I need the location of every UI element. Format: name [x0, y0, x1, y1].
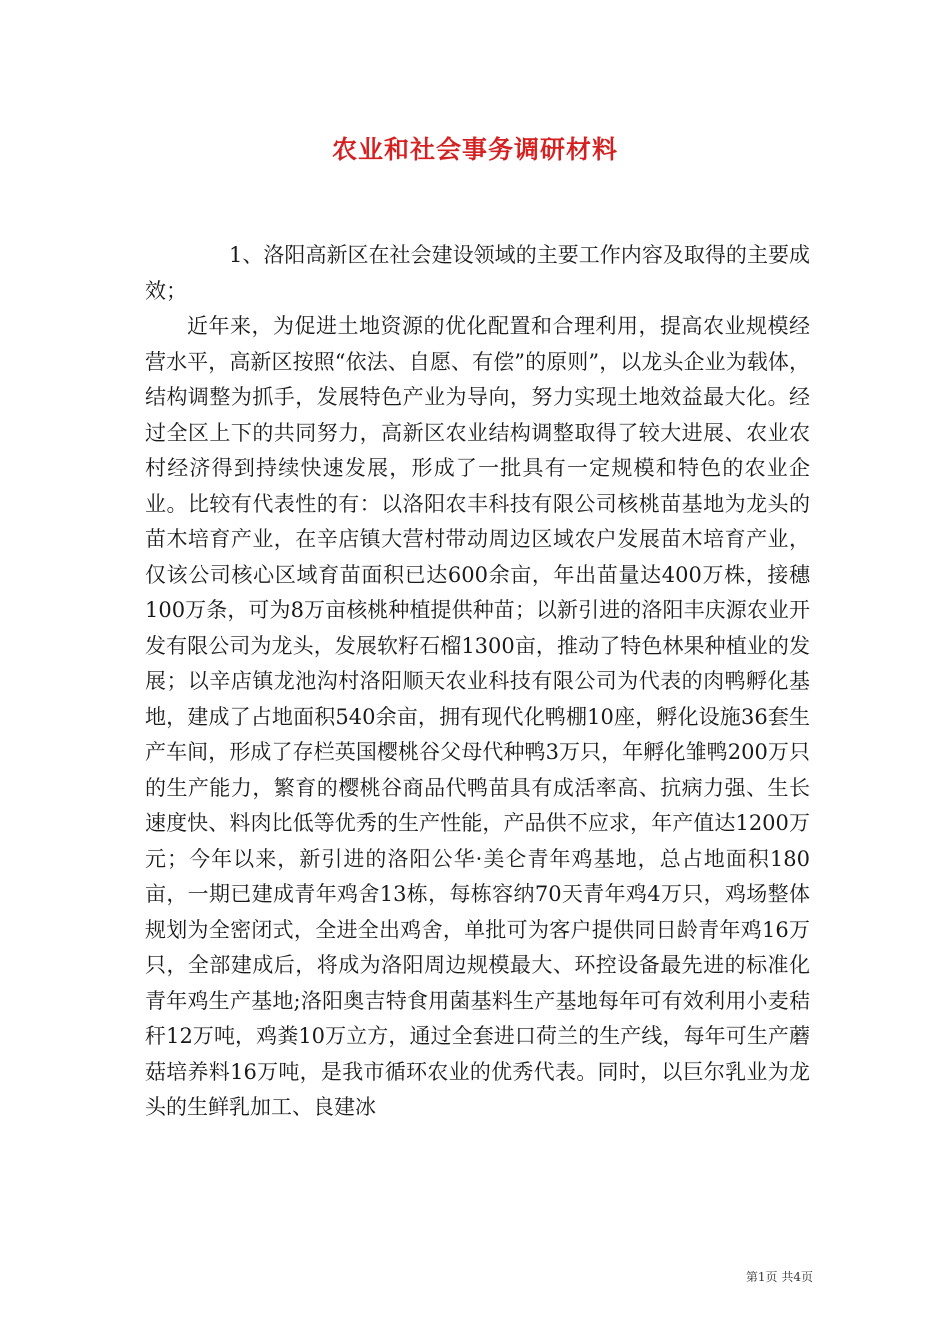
document-title: 农业和社会事务调研材料 — [331, 135, 618, 164]
paragraph-section-heading: 1、洛阳高新区在社会建设领域的主要工作内容及取得的主要成效； — [145, 243, 810, 303]
document-body — [145, 238, 810, 1126]
page-number-footer: 第1页 共4页 — [745, 1270, 813, 1284]
paragraph-body: 近年来，为促进土地资源的优化配置和合理利用，提高农业规模经营水平，高新区按照“依法、自愿、有偿”的原则”，以龙头企业为载体，结构调整为抓手，发展特色产业为导向，努力实现土地效益最大化。经过全区上下的共同努力，高新区农业结构调整取得了较大进展、农业农村经济得到持续快速发展，形成了一批具有一定规模和特色的农业企业。比较有代表性的有：以洛阳农丰科技有限公司核桃苗基地为龙头的苗木培育产业，在辛店镇大营村带动周边区域农户发展苗木培育产业，仅该公司核心区域育苗面积已达600余亩，年出苗量达400万株，接穗100万条，可为8万亩核桃种植提供种苗；以新引进的洛阳丰庆源农业开发有限公司为龙头，发展软籽石榴1300亩，推动了特色林果种植业的发展；以辛店镇龙池沟村洛阳顺天农业科技有限公司为代表的肉鸭孵化基地，建成了占地面积540余亩，拥有现代化鸭棚10座，孵化设施36套生产车间，形成了存栏英国樱桃谷父母代种鸭3万只，年孵化雏鸭200万只的生产能力，繁育的樱桃谷商品代鸭苗具有成活率高、抗病力强、生长速度快、料肉比低等优秀的生产性能，产品供不应求，年产值达1200万元；今年以来，新引进的洛阳公华·美仑青年鸡基地，总占地面积180亩，一期已建成青年鸡舍13栋，每栋容纳70天青年鸡4万只，鸡场整体规划为全密闭式，全进全出鸡舍，单批可为客户提供同日龄青年鸡16万只，全部建成后，将成为洛阳周边规模最大、环控设备最先进的标准化青年鸡生产基地;洛阳奥吉特食用菌基料生产基地每年可有效利用小麦秸秆12万吨，鸡粪10万立方，通过全套进口荷兰的生产线，每年可生产蘑菇培养料16万吨，是我市循环农业的优秀代表。同时，以巨尔乳业为龙头的生鲜乳加工、良建冰 — [145, 314, 810, 1119]
